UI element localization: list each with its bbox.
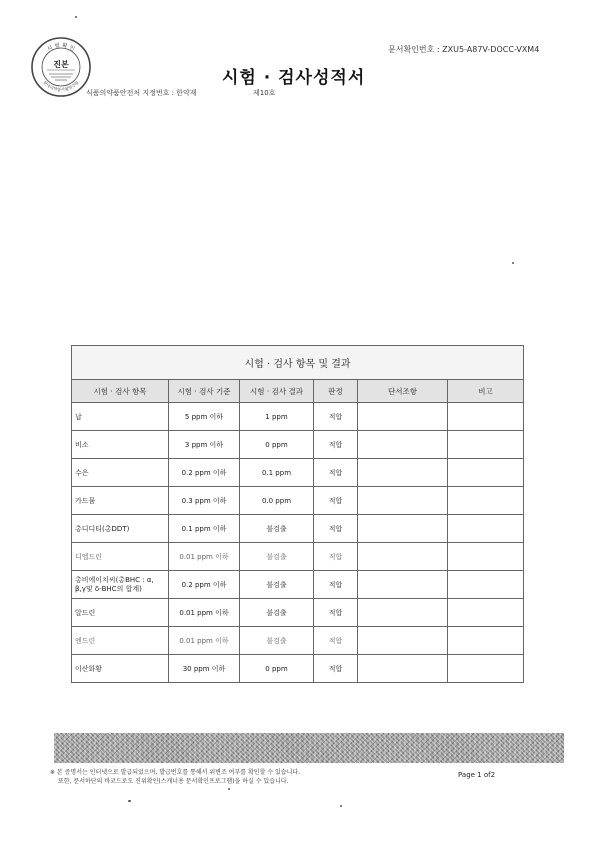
- table-caption: 시험 · 검사 항목 및 결과: [72, 346, 524, 380]
- cell-item: 총디디티(총DDT): [72, 515, 169, 543]
- cell-remarks: [448, 627, 524, 655]
- cell-remarks: [448, 459, 524, 487]
- cell-item: 납: [72, 403, 169, 431]
- cell-proviso: [358, 459, 448, 487]
- designation-label: 식품의약품안전처 지정번호 : 한약재: [86, 89, 197, 97]
- cell-judgment: 적합: [314, 571, 358, 599]
- designation-number: 제10호: [253, 89, 276, 97]
- cell-proviso: [358, 627, 448, 655]
- cell-proviso: [358, 655, 448, 683]
- cell-result: 불검출: [240, 515, 314, 543]
- page-number: Page 1 of2: [458, 771, 496, 779]
- cell-remarks: [448, 431, 524, 459]
- table-row: [72, 543, 524, 571]
- cell-result: 불검출: [240, 543, 314, 571]
- cell-result: 0.0 ppm: [240, 487, 314, 515]
- cell-judgment: 적합: [314, 543, 358, 571]
- cell-remarks: [448, 515, 524, 543]
- footer-notice-line-1: ※ 본 증명서는 인터넷으로 발급되었으며, 발급번호를 통해서 위변조 여부를 확인할 수 있습니다.: [50, 769, 301, 776]
- cell-item: 수은: [72, 459, 169, 487]
- test-results-table: [71, 345, 524, 683]
- cell-remarks: [448, 571, 524, 599]
- cell-standard: 3 ppm 이하: [169, 431, 240, 459]
- document-number: 문서확인번호 : ZXU5-A87V-DOCC-VXM4: [388, 45, 540, 54]
- cell-standard: 0.2 ppm 이하: [169, 571, 240, 599]
- official-seal-stamp: [30, 36, 92, 98]
- cell-standard: 0.01 ppm 이하: [169, 627, 240, 655]
- cell-remarks: [448, 403, 524, 431]
- cell-item: 디엘드린: [72, 543, 169, 571]
- cell-proviso: [358, 543, 448, 571]
- cell-item: 총비에이치씨(총BHC : α, β,γ및 δ-BHC의 합계): [72, 571, 169, 599]
- footer-notice-line-2: 또한, 문서하단의 바코드로도 진위확인(스캐너용 문서확인프로그램)을 하실 수 있습니다.: [58, 778, 289, 785]
- cell-judgment: 적합: [314, 459, 358, 487]
- svg-text:한국의약품시험연구원: 한국의약품시험연구원: [42, 80, 80, 93]
- cell-result: 불검출: [240, 599, 314, 627]
- security-barcode-band: [54, 733, 564, 763]
- cell-standard: 30 ppm 이하: [169, 655, 240, 683]
- cell-result: 불검출: [240, 627, 314, 655]
- table-header-row: [72, 380, 524, 403]
- cell-judgment: 적합: [314, 627, 358, 655]
- cell-judgment: 적합: [314, 487, 358, 515]
- column-header-result: 시험 · 검사 결과: [240, 380, 314, 403]
- cell-proviso: [358, 515, 448, 543]
- cell-item: 비소: [72, 431, 169, 459]
- table-row: [72, 431, 524, 459]
- cell-proviso: [358, 487, 448, 515]
- cell-item: 알드린: [72, 599, 169, 627]
- cell-remarks: [448, 655, 524, 683]
- table-row: [72, 403, 524, 431]
- cell-result: 0.1 ppm: [240, 459, 314, 487]
- cell-standard: 5 ppm 이하: [169, 403, 240, 431]
- cell-item: 엔드린: [72, 627, 169, 655]
- table-row: [72, 655, 524, 683]
- cell-item: 카드뮴: [72, 487, 169, 515]
- cell-standard: 0.2 ppm 이하: [169, 459, 240, 487]
- cell-judgment: 적합: [314, 431, 358, 459]
- cell-standard: 0.01 ppm 이하: [169, 599, 240, 627]
- column-header-standard: 시험 · 검사 기준: [169, 380, 240, 403]
- cell-judgment: 적합: [314, 655, 358, 683]
- svg-text:시 험 확 인: 시 험 확 인: [46, 42, 76, 53]
- cell-remarks: [448, 543, 524, 571]
- cell-proviso: [358, 431, 448, 459]
- table-row: [72, 599, 524, 627]
- cell-result: 0 ppm: [240, 655, 314, 683]
- cell-standard: 0.01 ppm 이하: [169, 543, 240, 571]
- table-row: [72, 515, 524, 543]
- document-title: 시험 · 검사성적서: [222, 68, 366, 88]
- column-header-judgment: 판정: [314, 380, 358, 403]
- cell-judgment: 적합: [314, 403, 358, 431]
- table-row: [72, 627, 524, 655]
- cell-proviso: [358, 571, 448, 599]
- cell-proviso: [358, 403, 448, 431]
- cell-standard: 0.1 ppm 이하: [169, 515, 240, 543]
- cell-proviso: [358, 599, 448, 627]
- cell-item: 이산화황: [72, 655, 169, 683]
- column-header-proviso: 단서조항: [358, 380, 448, 403]
- table-row: [72, 571, 524, 599]
- table-row: [72, 459, 524, 487]
- cell-standard: 0.3 ppm 이하: [169, 487, 240, 515]
- column-header-remarks: 비고: [448, 380, 524, 403]
- cell-result: 1 ppm: [240, 403, 314, 431]
- column-header-item: 시험 · 검사 항목: [72, 380, 169, 403]
- cell-result: 0 ppm: [240, 431, 314, 459]
- table-row: [72, 487, 524, 515]
- svg-text:진본: 진본: [53, 60, 69, 69]
- cell-judgment: 적합: [314, 515, 358, 543]
- cell-remarks: [448, 599, 524, 627]
- cell-judgment: 적합: [314, 599, 358, 627]
- cell-result: 불검출: [240, 571, 314, 599]
- cell-remarks: [448, 487, 524, 515]
